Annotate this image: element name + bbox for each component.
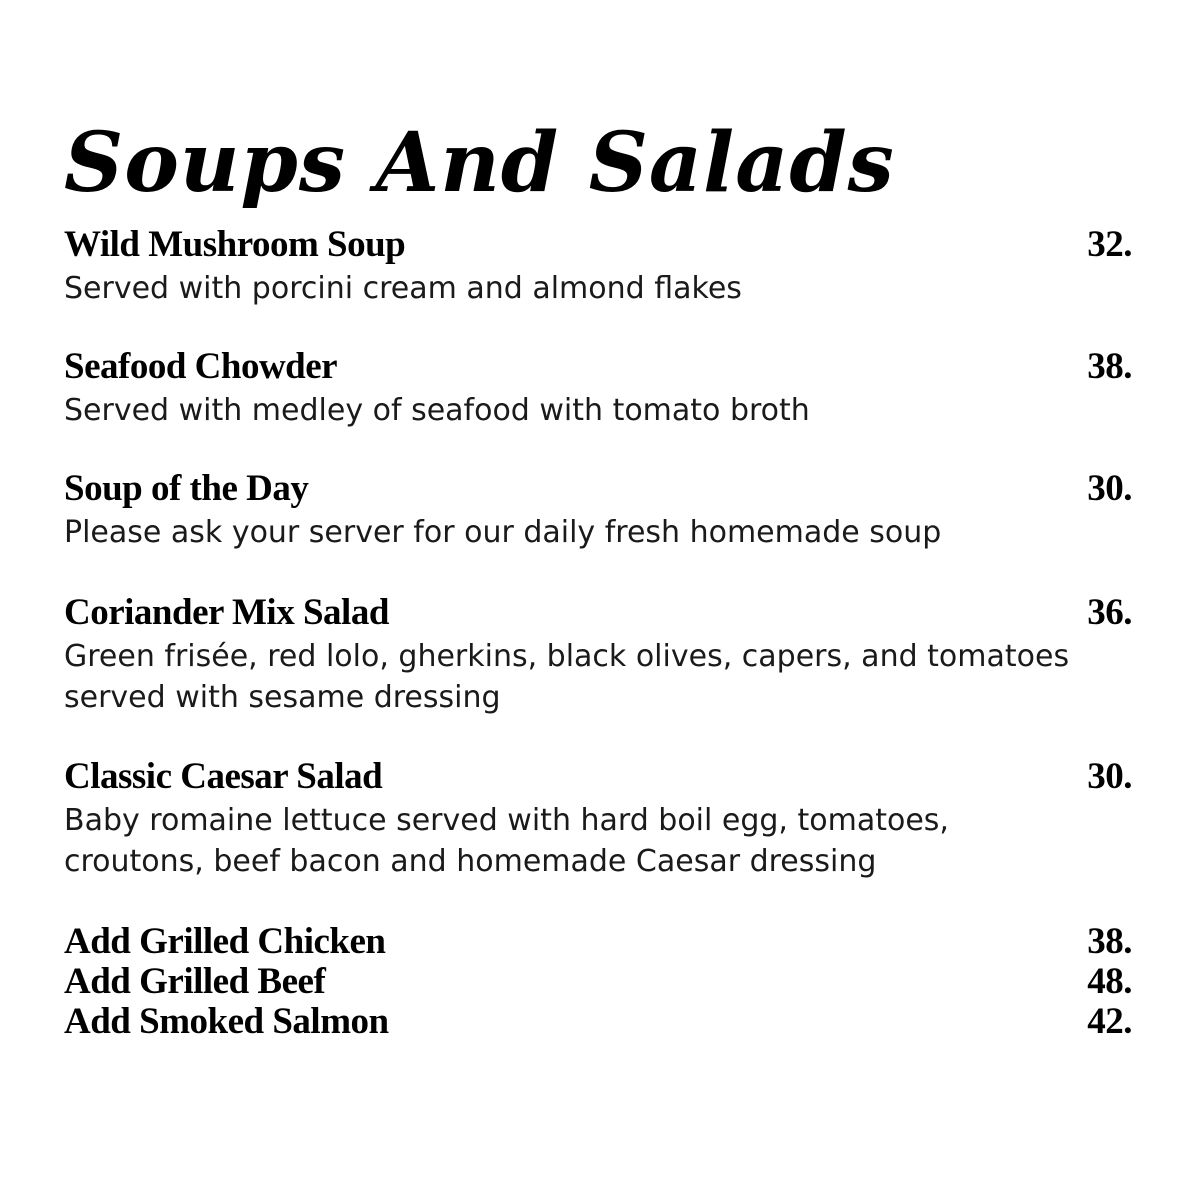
addon-name: Add Smoked Salmon — [64, 1001, 389, 1042]
item-name: Seafood Chowder — [64, 346, 338, 387]
addon-price: 42. — [1087, 1001, 1132, 1042]
addon-name: Add Grilled Beef — [64, 961, 326, 1002]
addon-row-smoked-salmon — [64, 1002, 1132, 1042]
section-title: Soups And Salads — [64, 115, 895, 211]
item-header — [64, 224, 1132, 266]
menu-page — [64, 0, 1132, 1200]
addon-row-grilled-chicken — [64, 922, 1132, 962]
item-name: Soup of the Day — [64, 468, 309, 509]
item-name: Classic Caesar Salad — [64, 756, 383, 797]
item-name: Wild Mushroom Soup — [64, 224, 406, 265]
item-price: 30. — [1087, 756, 1132, 797]
item-description: Baby romaine lettuce served with hard boil egg, tomatoes, croutons, beef bacon and homemade Caesar dressing — [64, 803, 949, 879]
item-description: Served with medley of seafood with tomato broth — [64, 393, 810, 428]
item-header — [64, 346, 1132, 388]
addon-price: 38. — [1087, 921, 1132, 962]
menu-item-wild-mushroom-soup — [64, 224, 1132, 309]
item-header — [64, 592, 1132, 634]
addons-list — [64, 922, 1132, 1042]
item-description: Green frisée, red lolo, gherkins, black olives, capers, and tomatoes served with sesame dressing — [64, 639, 1070, 715]
item-price: 36. — [1087, 592, 1132, 633]
item-header — [64, 756, 1132, 798]
menu-item-soup-of-the-day — [64, 468, 1132, 553]
menu-item-seafood-chowder — [64, 346, 1132, 431]
item-description: Served with porcini cream and almond flakes — [64, 271, 742, 306]
addon-price: 48. — [1087, 961, 1132, 1002]
menu-item-classic-caesar-salad — [64, 756, 1132, 882]
item-price: 38. — [1087, 346, 1132, 387]
addon-row-grilled-beef — [64, 962, 1132, 1002]
item-header — [64, 468, 1132, 510]
item-name: Coriander Mix Salad — [64, 592, 389, 633]
item-price: 30. — [1087, 468, 1132, 509]
addon-name: Add Grilled Chicken — [64, 921, 386, 962]
item-description: Please ask your server for our daily fresh homemade soup — [64, 515, 942, 550]
menu-item-coriander-mix-salad — [64, 592, 1132, 718]
item-price: 32. — [1087, 224, 1132, 265]
